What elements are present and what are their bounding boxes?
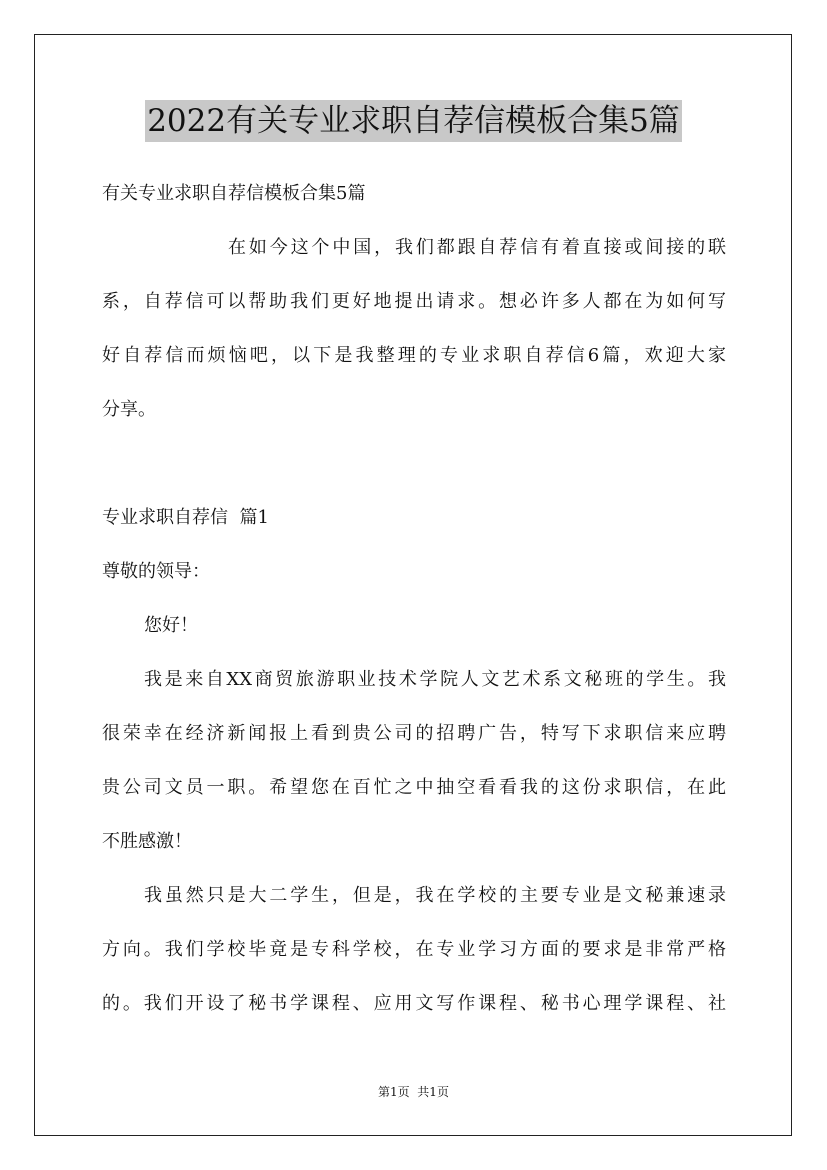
intro-line: 在如今这个中国，我们都跟自荐信有着直接或间接的联 bbox=[228, 237, 726, 258]
paragraph-line: 贵公司文员一职。希望您在百忙之中抽空看看我的这份求职信，在此 bbox=[102, 777, 726, 798]
page-number-label: 第1页 共1页 bbox=[378, 1085, 449, 1099]
document-title: 2022有关专业求职自荐信模板合集5篇 bbox=[145, 100, 682, 142]
page-footer bbox=[0, 1083, 827, 1100]
document-body bbox=[102, 176, 726, 1040]
paragraph-line: 我是来自XX商贸旅游职业技术学院人文艺术系文秘班的学生。我 bbox=[144, 669, 726, 690]
intro-line: 分享。 bbox=[102, 399, 156, 420]
paragraph-line: 的。我们开设了秘书学课程、应用文写作课程、秘书心理学课程、社 bbox=[102, 993, 726, 1014]
paragraph-line: 不胜感激！ bbox=[102, 831, 192, 852]
greeting: 您好！ bbox=[144, 615, 198, 636]
section-heading: 专业求职自荐信 篇1 bbox=[102, 507, 269, 528]
paragraph-line: 很荣幸在经济新闻报上看到贵公司的招聘广告，特写下求职信来应聘 bbox=[102, 723, 726, 744]
paragraph-line: 我虽然只是大二学生，但是，我在学校的主要专业是文秘兼速录 bbox=[144, 885, 726, 906]
paragraph-line: 方向。我们学校毕竟是专科学校，在专业学习方面的要求是非常严格 bbox=[102, 939, 726, 960]
blank-line bbox=[102, 446, 726, 500]
intro-line: 系，自荐信可以帮助我们更好地提出请求。想必许多人都在为如何写 bbox=[102, 291, 726, 312]
salutation: 尊敬的领导： bbox=[102, 561, 210, 582]
title-container bbox=[0, 100, 827, 142]
intro-line: 好自荐信而烦恼吧，以下是我整理的专业求职自荐信6篇，欢迎大家 bbox=[102, 345, 726, 366]
document-subtitle: 有关专业求职自荐信模板合集5篇 bbox=[102, 183, 366, 204]
